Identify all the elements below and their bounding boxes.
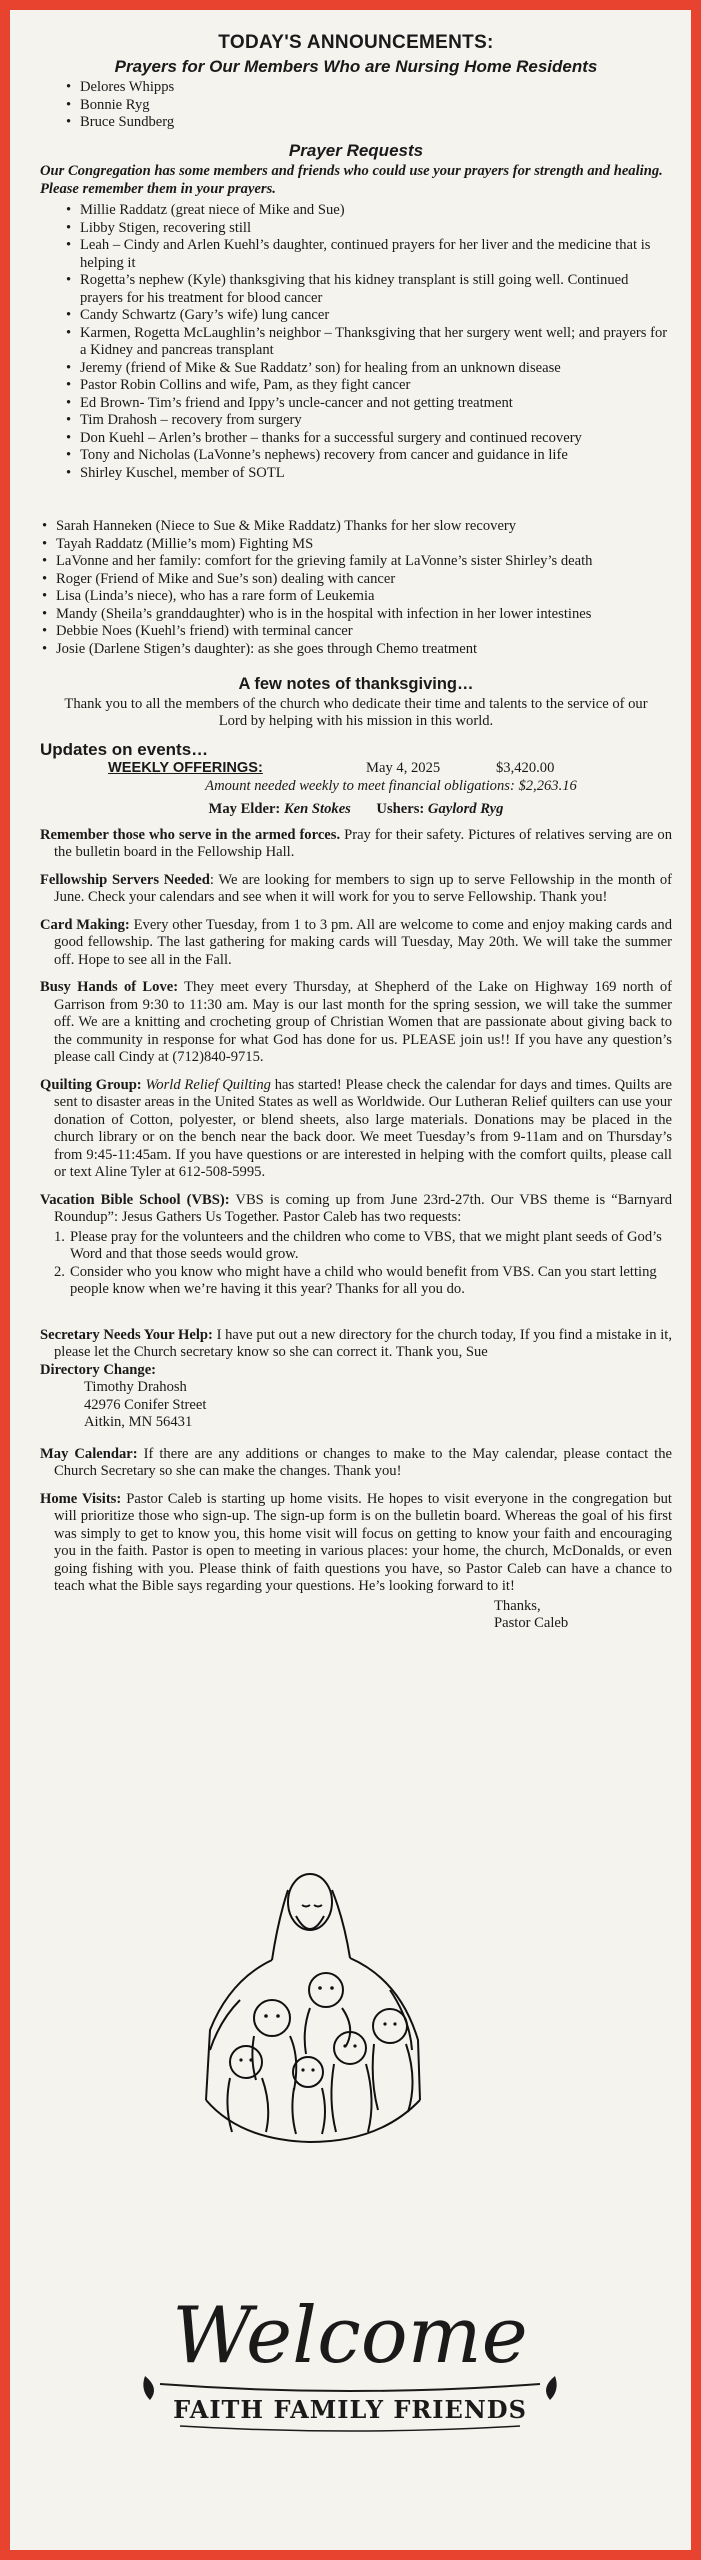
list-item: • Sarah Hanneken (Niece to Sue & Mike Raddatz) Thanks for her slow recovery [40,518,672,536]
list-item: • Debbie Noes (Kuehl’s friend) with terminal cancer [40,623,672,641]
quilting-notice [40,1077,672,1182]
secretary-heading: Secretary Needs Your Help: [40,1326,213,1343]
list-item: • Karmen, Rogetta McLaughlin’s neighbor – Thanksgiving that her surgery went well; and prayers for a Kidney and pancreas transplant [64,325,672,360]
list-item: • Mandy (Sheila’s granddaughter) who is in the hospital with infection in her lower intestines [40,606,672,624]
jesus-children-illustration [10,1850,691,2155]
list-item: • Bonnie Ryg [64,97,672,115]
offerings-amount: $3,420.00 [496,760,555,776]
welcome-banner-text: FAITH FAMILY FRIENDS [173,2395,527,2424]
signoff-name: Pastor Caleb [494,1615,569,1631]
vbs-request-text: Consider who you know who might have a child who would benefit from VBS. Can you start letting people know when we’re having it this year? Thanks for all you do. [70,1263,657,1297]
home-visits-text: Pastor Caleb is starting up home visits. He hopes to visit everyone in the congregation but will prioritize those who sign-up. The sign-up form is on the bulletin board. Whereas the goal of his first was simply to get to know you, this home visit will focus on getting to know your faith and encouraging you in the faith. Pastor is open to meeting in various places: your home, the church, McDonalds, or even going fishing with you. Please think of faith questions you have, so Pastor Caleb can have a chance to teach what the Bible says regarding your questions. He’s looking forward to it! [54,1490,672,1594]
prayer-requests-intro: Our Congregation has some members and friends who could use your prayers for strength and healing. Please remember them in your prayers. [40,163,663,197]
welcome-banner-art [10,2280,691,2445]
welcome-banner-drawing [10,2280,691,2440]
list-item: • Ed Brown- Tim’s friend and Ippy’s uncle-cancer and not getting treatment [64,395,672,413]
welcome-script-word: Welcome [172,2291,528,2381]
jesus-children-drawing [10,1850,691,2150]
offerings-date: May 4, 2025 [366,760,441,776]
busy-hands-text: They meet every Thursday, at Shepherd of the Lake on Highway 169 north of Garrison from 9:30 to 11:30 am. May is our last month for the spring session, we will take the summer off. We are a knitting and crocheting group of Christian Women that are passionate about giving back to the community in response for what God has done for us. PLEASE join us!! If you have any question’s please call Cindy at (712)840-9715. [54,979,673,1065]
list-item: • Candy Schwartz (Gary’s wife) lung cancer [64,307,672,325]
list-item: • Tim Drahosh – recovery from surgery [64,412,672,430]
quilting-text: has started! Please check the calendar for days and times. Quilts are sent to disaster areas in the United States as well as Worldwide. Our Lutheran Relief quilters can use your donation of Cotton, polyester, or blend sheets, also large materials. Donations may be placed in the church library or on the bench near the back door. We meet Tuesday’s from 9-11am and on Thursday’s from 9:45-11:45am. If you have questions or are interested in helping with the comfort quilts, please call or text Aline Tyler at 612-508-5995. [54,1076,672,1180]
nursing-home-heading: Prayers for Our Members Who are Nursing Home Residents [114,56,598,76]
home-visits-notice [40,1491,672,1596]
prayer-requests-heading: Prayer Requests [288,140,424,160]
elder-ushers-row [40,801,672,819]
thanksgiving-heading: A few notes of thanksgiving… [238,675,474,693]
vbs-notice [40,1192,672,1227]
vbs-request-1: 1. Please pray for the volunteers and the children who come to VBS, that we might plant seeds of God’s Word and that those seeds would grow. [54,1229,672,1264]
offerings-label: WEEKLY OFFERINGS: [108,760,263,776]
signoff [494,1598,672,1633]
directory-line: Aitkin, MN 56431 [84,1414,193,1430]
directory-line: Timothy Drahosh [84,1379,187,1395]
prayer-list [40,202,672,482]
quilting-heading: Quilting Group: [40,1076,142,1093]
may-calendar-notice [40,1446,672,1481]
elder-label: May Elder: [208,801,281,817]
card-making-heading: Card Making: [40,916,130,933]
directory-change-heading: Directory Change: [40,1361,157,1378]
ushers-name: Gaylord Ryg [427,801,504,817]
may-calendar-heading: May Calendar: [40,1445,138,1462]
home-visits-heading: Home Visits: [40,1490,122,1507]
bulletin-page [10,10,691,2550]
list-item: • Lisa (Linda’s niece), who has a rare form of Leukemia [40,588,672,606]
busy-hands-heading: Busy Hands of Love: [40,979,179,995]
list-item: • Libby Stigen, recovering still [64,220,672,238]
amount-needed-note: Amount needed weekly to meet financial obligations: $2,263.16 [205,777,577,794]
elder-name: Ken Stokes [283,801,351,817]
signoff-thanks: Thanks, [494,1597,541,1614]
list-item: • LaVonne and her family: comfort for the grieving family at LaVonne’s sister Shirley’s death [40,553,672,571]
list-item: • Roger (Friend of Mike and Sue’s son) dealing with cancer [40,571,672,589]
vbs-requests [54,1229,672,1299]
list-item: • Delores Whipps [64,79,672,97]
page-title: TODAY'S ANNOUNCEMENTS: [218,32,494,53]
list-item: • Bruce Sundberg [64,114,672,132]
list-item: • Don Kuehl – Arlen’s brother – thanks for a successful surgery and continued recovery [64,430,672,448]
vbs-request-text: Please pray for the volunteers and the children who come to VBS, that we might plant seeds of God’s Word and that those seeds would grow. [70,1228,662,1262]
vbs-heading: Vacation Bible School (VBS): [40,1191,230,1208]
armed-forces-heading: Remember those who serve in the armed forces. [40,826,341,843]
vbs-request-2: 2. Consider who you know who might have a child who would benefit from VBS. Can you start letting people know when we’re having it this year? Thanks for all you do. [54,1264,672,1299]
thanksgiving-text: Thank you to all the members of the church who dedicate their time and talents to the service of our Lord by helping with his mission in this world. [64,695,648,729]
may-calendar-text: If there are any additions or changes to make to the May calendar, please contact the Church Secretary so she can make the changes. Thank you! [54,1445,672,1479]
list-item: • Rogetta’s nephew (Kyle) thanksgiving that his kidney transplant is still going well. Continued prayers for his treatment for blood cancer [64,272,672,307]
armed-forces-text: Pray for their safety. Pictures of relatives serving are on the bulletin board in the Fellowship Hall. [54,826,672,860]
offerings-row [40,760,672,778]
quilting-program-name: World Relief Quilting [141,1076,271,1093]
list-item: • Tayah Raddatz (Millie’s mom) Fighting MS [40,536,672,554]
secretary-notice [40,1327,672,1362]
fellowship-heading: Fellowship Servers Needed [40,871,210,888]
fellowship-notice [40,872,672,907]
prayer-list-continued [40,518,672,658]
secretary-text: I have put out a new directory for the church today, If you find a mistake in it, please let the Church secretary know so she can correct it. Thank you, Sue [54,1326,672,1360]
list-item: • Jeremy (friend of Mike & Sue Raddatz’ son) for healing from an unknown disease [64,360,672,378]
directory-line: 42976 Conifer Street [84,1396,207,1413]
list-item: • Josie (Darlene Stigen’s daughter): as she goes through Chemo treatment [40,641,672,659]
card-making-notice [40,917,672,970]
list-item: • Shirley Kuschel, member of SOTL [64,465,672,483]
list-item: • Pastor Robin Collins and wife, Pam, as they fight cancer [64,377,672,395]
list-item: • Tony and Nicholas (LaVonne’s nephews) recovery from cancer and guidance in life [64,447,672,465]
list-item: • Leah – Cindy and Arlen Kuehl’s daughter, continued prayers for her liver and the medicine that is helping it [64,237,672,272]
updates-heading: Updates on events… [40,739,209,759]
armed-forces-notice [40,827,672,862]
vbs-text: VBS is coming up from June 23rd-27th. Our VBS theme is “Barnyard Roundup”: Jesus Gathers Us Together. Pastor Caleb has two requests: [54,1191,673,1225]
nursing-home-list [40,79,672,132]
list-item: • Millie Raddatz (great niece of Mike and Sue) [64,202,672,220]
ushers-label: Ushers: [376,801,425,817]
announcements-content [40,22,672,1633]
directory-change-address [84,1379,672,1432]
fellowship-text: : We are looking for members to sign up to serve Fellowship in the month of June. Check your calendars and see when it will work for you to serve Fellowship. Thank you! [54,871,673,905]
busy-hands-notice [40,979,672,1067]
card-making-text: Every other Tuesday, from 1 to 3 pm. All are welcome to come and enjoy making cards and good fellowship. The last gathering for making cards will Tuesday, May 20th. We will take the summer off. Hope to see all in the Fall. [54,916,672,968]
